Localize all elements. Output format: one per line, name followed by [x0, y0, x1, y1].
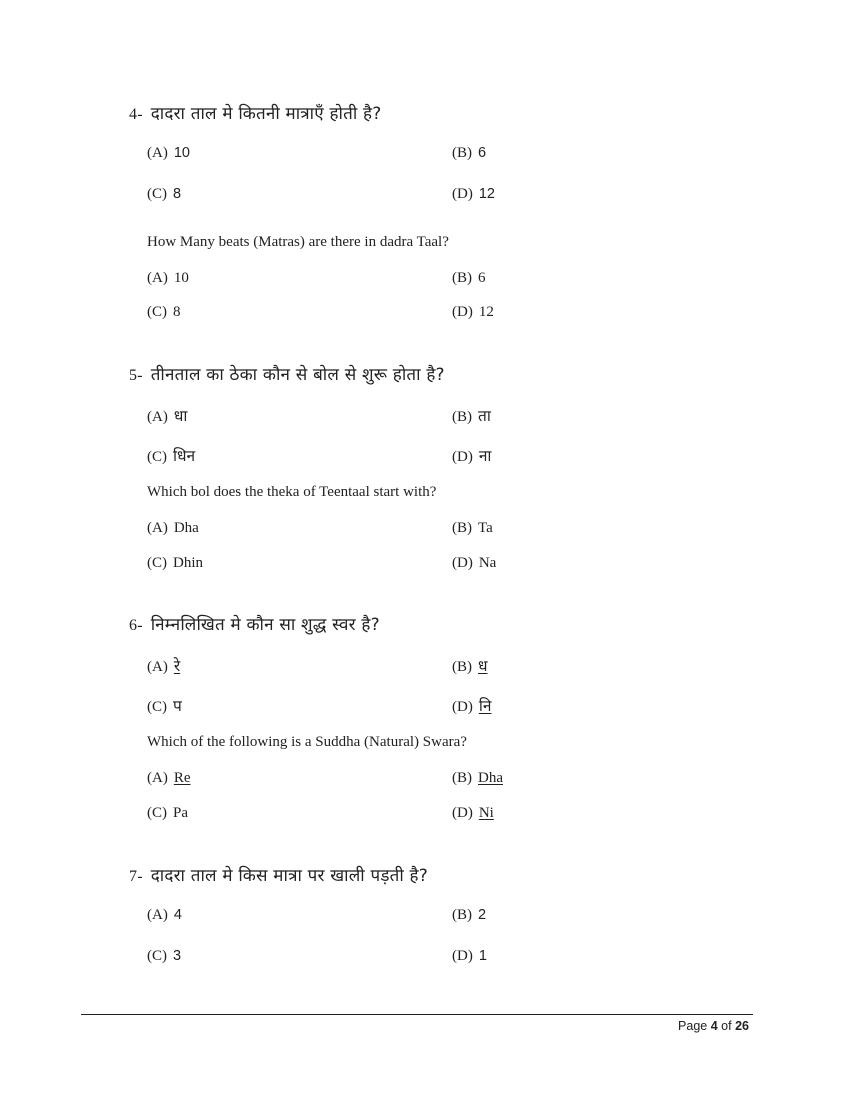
option-label: (B) — [452, 907, 472, 923]
option-label: (A) — [147, 270, 168, 286]
option-value: Dha — [478, 770, 503, 786]
q4-hindi-option-d — [452, 186, 495, 203]
q4-english-option-b — [452, 270, 486, 287]
question-4-english: How Many beats (Matras) are there in dadra Taal? — [147, 234, 449, 250]
option-value: Ta — [478, 520, 493, 536]
option-value: 4 — [173, 907, 182, 923]
option-label: (C) — [147, 304, 167, 320]
option-value: 8 — [173, 186, 182, 202]
q6-english-option-a — [147, 770, 191, 787]
question-text: दादरा ताल मे किस मात्रा पर खाली पड़ती है? — [150, 866, 429, 886]
q5-hindi-option-c — [147, 444, 195, 466]
option-value: Re — [173, 770, 191, 786]
option-label: (C) — [147, 948, 167, 964]
option-value: Dha — [173, 520, 199, 536]
option-label: (B) — [452, 270, 472, 286]
option-value: 3 — [173, 948, 182, 964]
q5-hindi-option-b — [452, 404, 491, 426]
option-label: (A) — [147, 145, 168, 161]
question-number: 6- — [129, 617, 143, 634]
option-value: रे — [173, 657, 181, 675]
q5-hindi-option-d — [452, 444, 491, 466]
option-label: (D) — [452, 449, 473, 465]
option-label: (D) — [452, 186, 473, 202]
option-value: Pa — [173, 805, 188, 821]
q7-hindi-option-c — [147, 948, 181, 965]
option-label: (D) — [452, 805, 473, 821]
option-label: (C) — [147, 699, 167, 715]
option-value: Dhin — [173, 555, 203, 571]
q7-hindi-option-d — [452, 948, 487, 965]
option-label: (B) — [452, 770, 472, 786]
q4-hindi-option-b — [452, 145, 486, 162]
q4-english-option-d — [452, 304, 494, 321]
q5-english-option-c — [147, 555, 203, 572]
option-value: 8 — [173, 304, 181, 320]
option-label: (B) — [452, 520, 472, 536]
option-value: धिन — [173, 447, 196, 465]
q4-english-option-a — [147, 270, 189, 287]
option-label: (A) — [147, 659, 168, 675]
option-label: (C) — [147, 805, 167, 821]
option-label: (C) — [147, 186, 167, 202]
option-label: (B) — [452, 145, 472, 161]
option-label: (D) — [452, 948, 473, 964]
q5-english-option-d — [452, 555, 496, 572]
q5-hindi-option-a — [147, 404, 187, 426]
option-value: 12 — [478, 186, 495, 202]
q6-english-option-d — [452, 805, 494, 822]
option-value: प — [173, 697, 182, 715]
q4-hindi-option-c — [147, 186, 181, 203]
option-label: (A) — [147, 520, 168, 536]
option-value: 1 — [478, 948, 487, 964]
q7-hindi-option-a — [147, 907, 182, 924]
question-4-hindi — [129, 101, 381, 124]
q6-hindi-option-b — [452, 654, 488, 676]
option-label: (D) — [452, 555, 473, 571]
page-number — [678, 1019, 749, 1033]
option-value: ध — [478, 657, 488, 675]
option-value: नि — [478, 697, 492, 715]
q5-english-option-a — [147, 520, 199, 537]
option-label: (A) — [147, 409, 168, 425]
option-label: (C) — [147, 449, 167, 465]
question-6-english: Which of the following is a Suddha (Natural) Swara? — [147, 734, 467, 750]
page-word: Page — [678, 1019, 708, 1033]
option-value: 10 — [173, 145, 190, 161]
q4-hindi-option-a — [147, 145, 190, 162]
option-label: (B) — [452, 409, 472, 425]
total-pages: 26 — [735, 1019, 749, 1033]
question-5-english: Which bol does the theka of Teentaal start with? — [147, 484, 437, 500]
q6-hindi-option-c — [147, 694, 182, 716]
of-word: of — [721, 1019, 732, 1033]
option-label: (C) — [147, 555, 167, 571]
q6-hindi-option-d — [452, 694, 491, 716]
question-5-hindi — [129, 362, 445, 385]
question-7-hindi — [129, 863, 428, 886]
question-6-hindi — [129, 612, 380, 635]
option-value: धा — [173, 407, 188, 425]
q6-english-option-b — [452, 770, 503, 787]
q5-english-option-b — [452, 520, 493, 537]
question-text: दादरा ताल मे कितनी मात्राएँ होती है? — [150, 104, 382, 124]
option-value: 6 — [478, 270, 486, 286]
option-value: 12 — [478, 304, 494, 320]
question-number: 5- — [129, 367, 143, 384]
footer-divider — [81, 1014, 753, 1015]
option-label: (D) — [452, 304, 473, 320]
current-page: 4 — [710, 1019, 718, 1033]
q6-hindi-option-a — [147, 654, 180, 676]
option-label: (A) — [147, 770, 168, 786]
option-value: 6 — [478, 145, 487, 161]
question-text: निम्नलिखित मे कौन सा शुद्ध स्वर है? — [150, 615, 380, 635]
question-number: 7- — [129, 868, 143, 885]
q6-english-option-c — [147, 805, 188, 822]
q7-hindi-option-b — [452, 907, 486, 924]
option-value: Ni — [478, 805, 494, 821]
question-number: 4- — [129, 106, 143, 123]
question-text: तीनताल का ठेका कौन से बोल से शुरू होता है? — [150, 365, 445, 385]
option-label: (B) — [452, 659, 472, 675]
option-value: ना — [478, 447, 492, 465]
option-value: 10 — [173, 270, 189, 286]
option-label: (A) — [147, 907, 168, 923]
option-value: ता — [478, 407, 491, 425]
option-label: (D) — [452, 699, 473, 715]
option-value: 2 — [478, 907, 487, 923]
q4-english-option-c — [147, 304, 181, 321]
option-value: Na — [478, 555, 497, 571]
